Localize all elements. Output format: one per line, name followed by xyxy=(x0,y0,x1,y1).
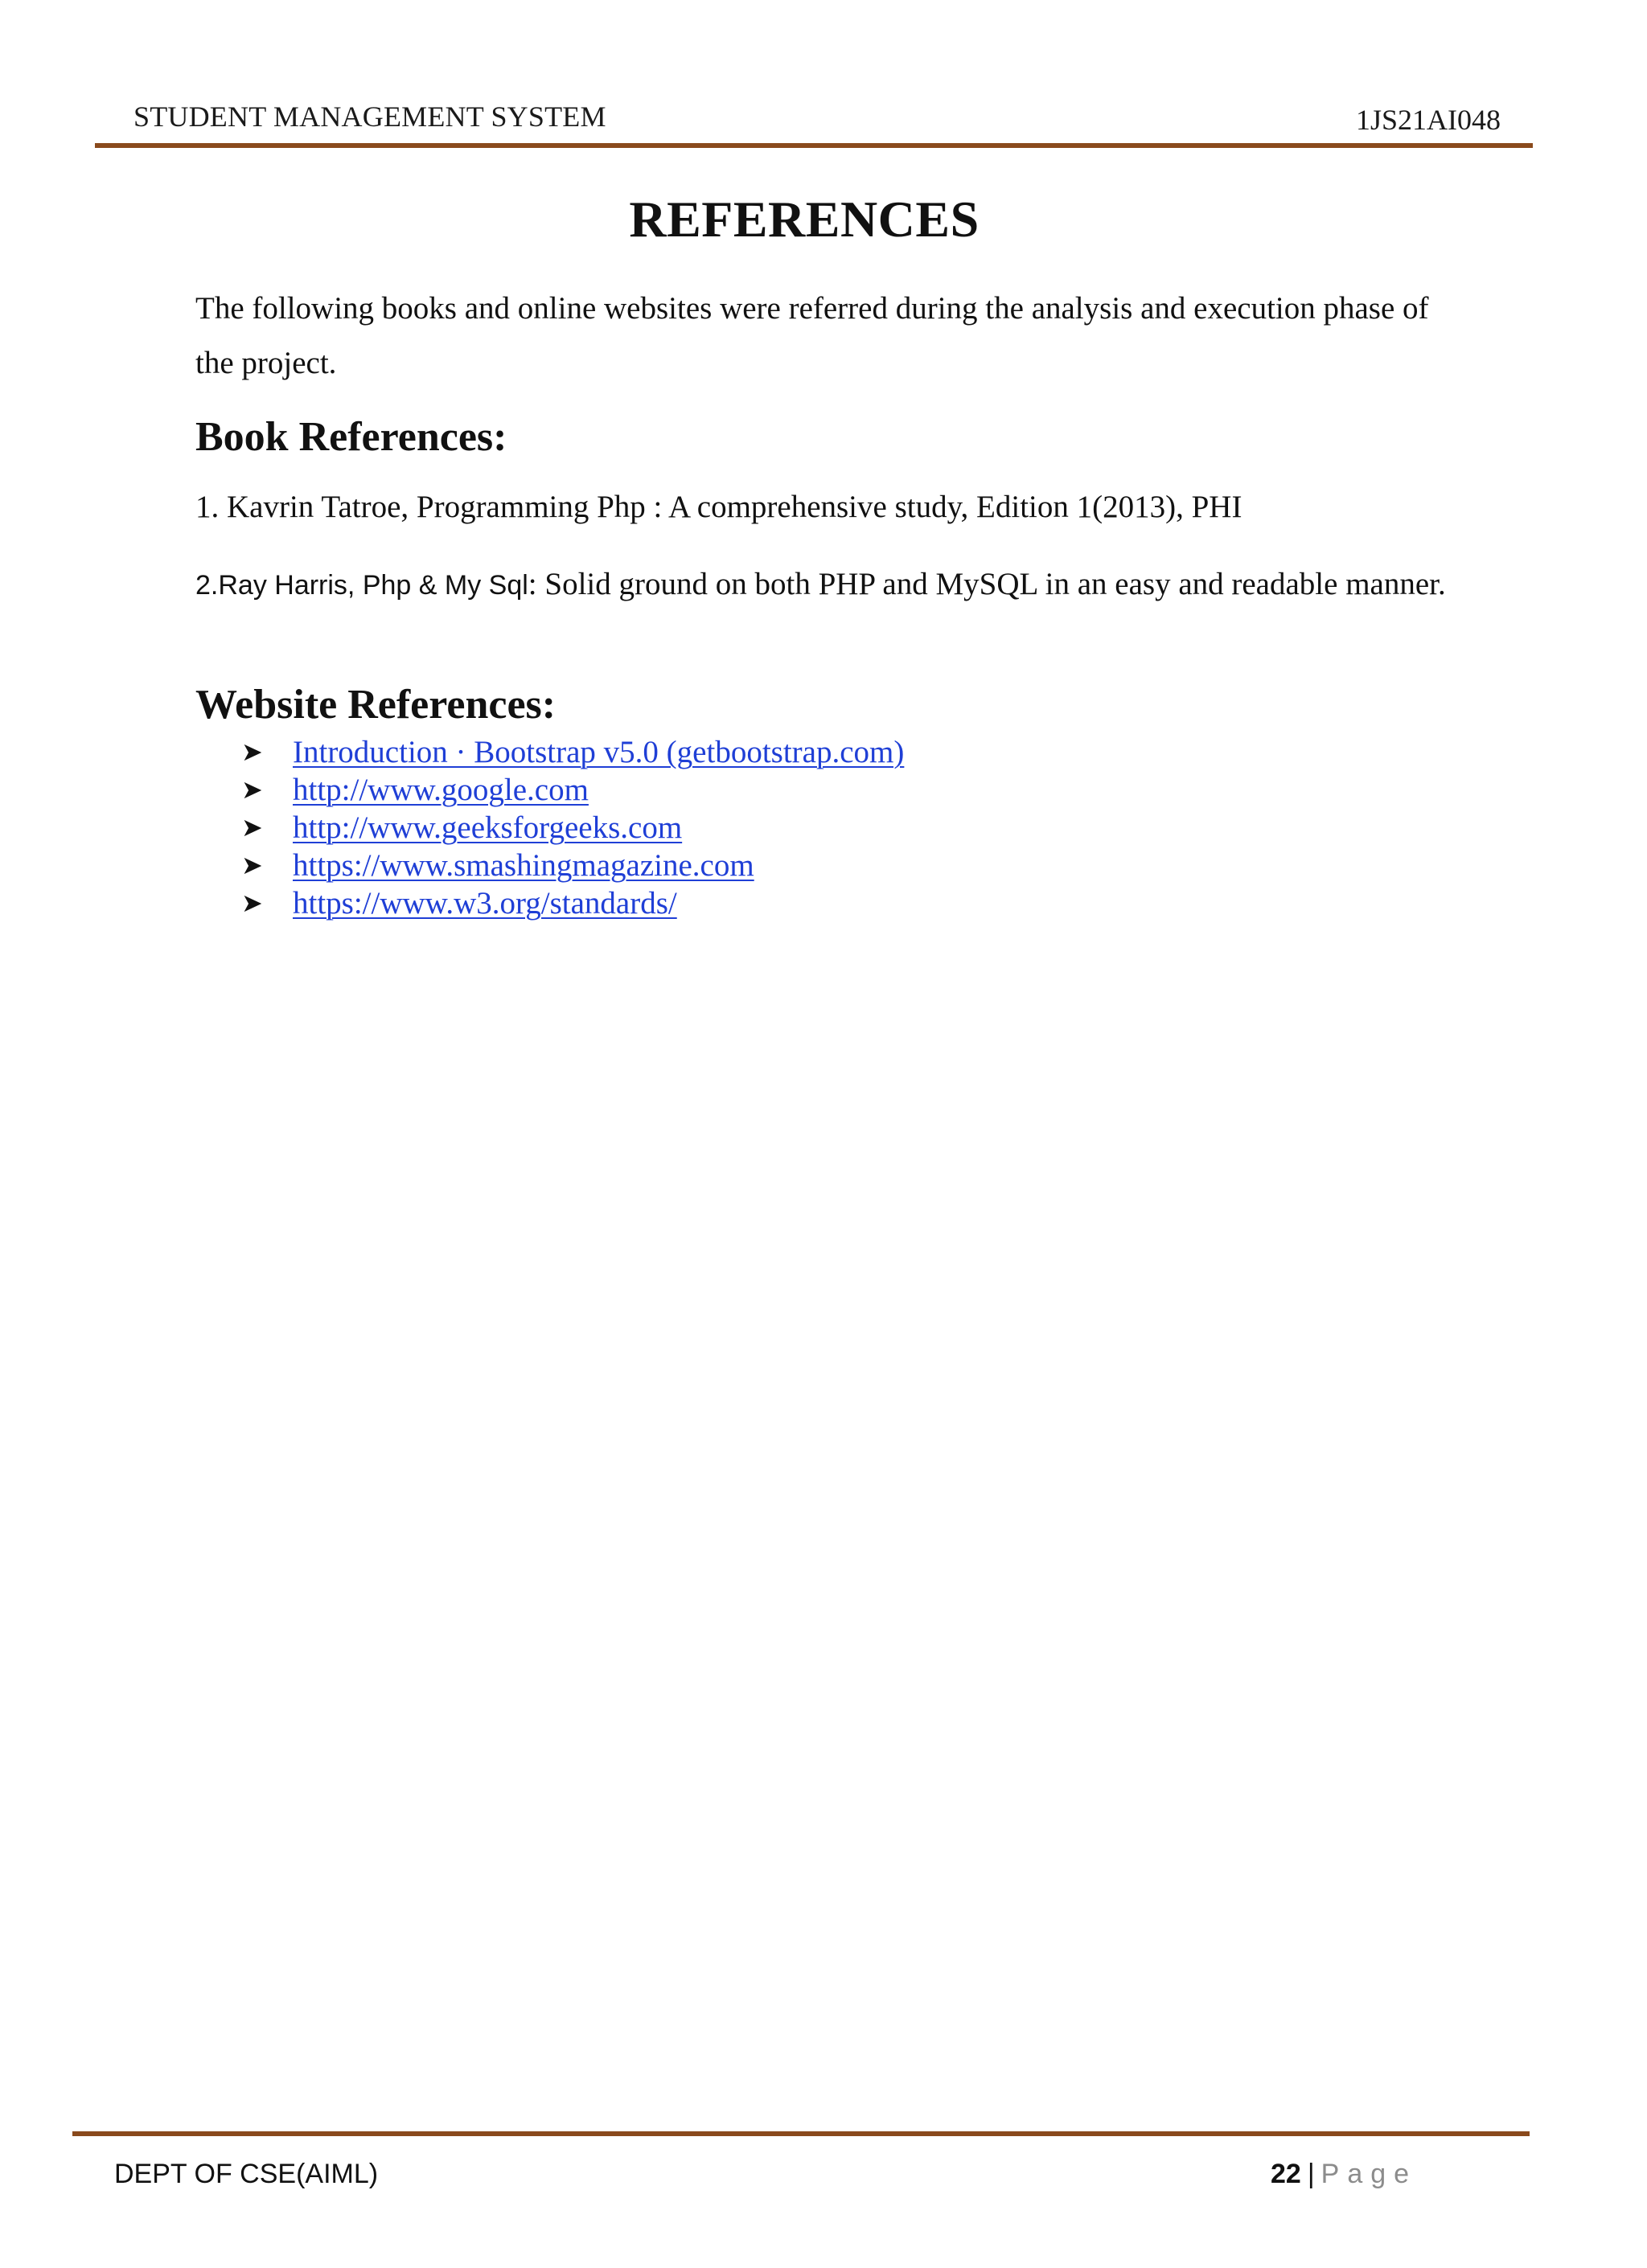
arrow-bullet-icon: ➤ xyxy=(241,813,263,842)
arrow-bullet-icon: ➤ xyxy=(241,851,263,880)
arrow-bullet-icon: ➤ xyxy=(241,737,263,766)
list-item xyxy=(241,733,904,771)
book-reference-1: 1. Kavrin Tatroe, Programming Php : A comprehensive study, Edition 1(2013), PHI xyxy=(195,490,1242,524)
arrow-bullet-icon: ➤ xyxy=(241,888,263,917)
footer-divider xyxy=(72,2131,1530,2136)
book-reference-2 xyxy=(195,564,1450,605)
website-link-geeksforgeeks[interactable]: http://www.geeksforgeeks.com xyxy=(293,810,683,845)
book-reference-2-lead: 2.Ray Harris, Php & My Sql xyxy=(195,570,528,601)
intro-paragraph: The following books and online websites were referred during the analysis and execution phase of the project. xyxy=(195,291,1429,380)
footer-department: DEPT OF CSE(AIML) xyxy=(114,2159,379,2189)
book-references-heading: Book References: xyxy=(195,414,507,460)
page-header xyxy=(95,100,1525,148)
website-reference-list xyxy=(241,733,904,922)
page-title: REFERENCES xyxy=(629,191,980,248)
footer-page-indicator xyxy=(1271,2159,1417,2190)
website-link-smashingmagazine[interactable]: https://www.smashingmagazine.com xyxy=(293,848,754,883)
page-label: Page xyxy=(1320,2159,1418,2189)
page-separator: | xyxy=(1307,2159,1315,2189)
book-reference-2-description: : Solid ground on both PHP and MySQL in an easy and readable manner. xyxy=(528,567,1446,601)
website-link-google[interactable]: http://www.google.com xyxy=(293,773,589,807)
website-link-w3-standards[interactable]: https://www.w3.org/standards/ xyxy=(293,886,677,921)
list-item xyxy=(241,809,904,847)
page-number: 22 xyxy=(1271,2159,1301,2189)
header-usn: 1JS21AI048 xyxy=(1355,104,1501,136)
list-item xyxy=(241,771,904,809)
website-references-heading: Website References: xyxy=(195,682,557,728)
list-item xyxy=(241,847,904,884)
arrow-bullet-icon: ➤ xyxy=(241,775,263,804)
list-item xyxy=(241,884,904,922)
header-document-title: STUDENT MANAGEMENT SYSTEM xyxy=(133,100,606,133)
header-divider xyxy=(95,143,1533,148)
website-link-bootstrap[interactable]: Introduction · Bootstrap v5.0 (getbootstrap.com) xyxy=(293,735,905,769)
